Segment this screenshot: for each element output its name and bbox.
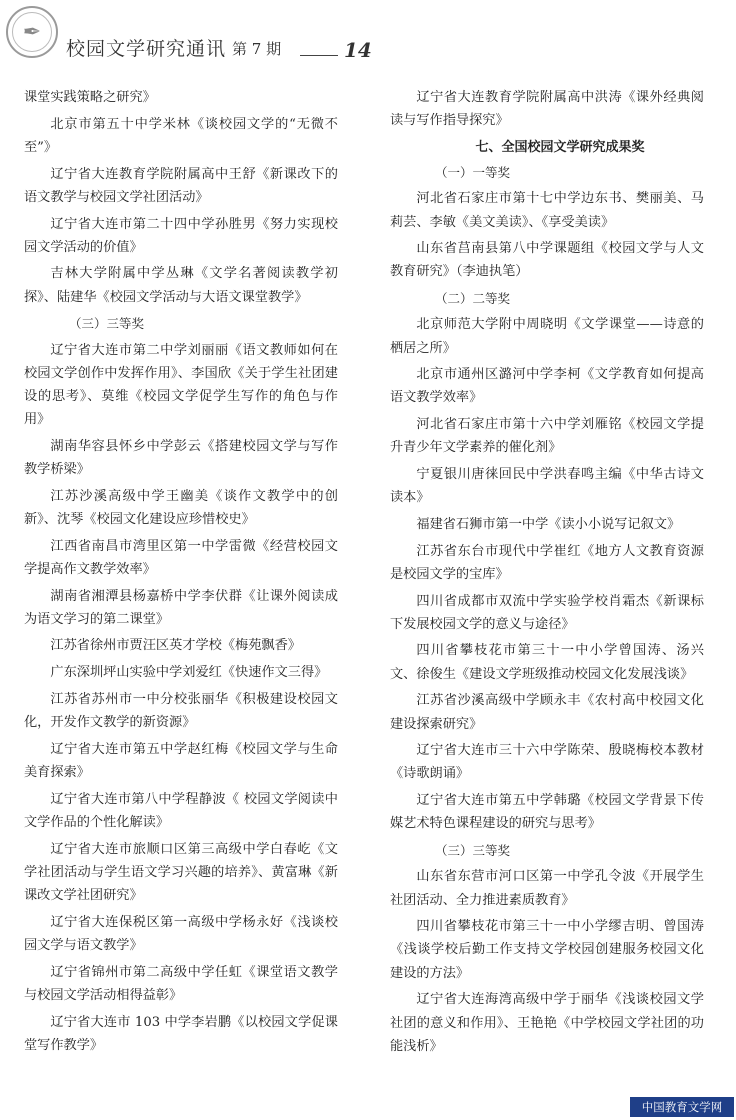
award-entry: 北京市通州区潞河中学李柯《文学教育如何提高语文教学效率》 xyxy=(390,367,704,406)
award-entry: 辽宁省大连市第二十四中学孙胜男《努力实现校园文学活动的价值》 xyxy=(24,216,338,255)
site-watermark: 中国教育文学网 xyxy=(630,1097,734,1117)
award-entry: 河北省石家庄市第十七中学边东书、樊丽美、马莉芸、李敏《美文美读》、《享受美读》 xyxy=(390,191,704,230)
award-entry: 四川省成都市双流中学实验学校肖霜杰《新课标下发展校园文学的意义与途径》 xyxy=(390,593,704,632)
right-column xyxy=(390,86,704,1061)
award-entry: 江苏省沙溪高级中学顾永丰《农村高中校园文化建设探索研究》 xyxy=(390,693,704,732)
award-entry: 河北省石家庄市第十六中学刘雁铭《校园文学提升青少年文学素养的催化剂》 xyxy=(390,417,704,456)
award-entry: 湖南省湘潭县杨嘉桥中学李伏群《让课外阅读成为语文学习的第二课堂》 xyxy=(24,588,338,627)
award-entry: 辽宁省大连市 103 中学李岩鹏《以校园文学促课堂写作教学》 xyxy=(24,1014,338,1053)
section-heading: 七、全国校园文学研究成果奖 xyxy=(475,139,645,155)
award-entry: 江苏省苏州市一中分校张丽华《积极建设校园文化，开发作文教学的新资源》 xyxy=(24,691,338,731)
award-tier-heading: （二）二等奖 xyxy=(435,291,511,307)
award-entry: 课堂实践策略之研究》 xyxy=(24,90,156,105)
left-column xyxy=(24,86,338,1060)
award-entry: 宁夏银川唐徕回民中学洪春鸣主编《中华古诗文读本》 xyxy=(390,467,704,506)
issue-number: 第 7 期 xyxy=(232,40,282,58)
award-entry: 福建省石狮市第一中学《读小小说写记叙文》 xyxy=(416,516,681,532)
award-entry: 吉林大学附属中学丛琳《文学名著阅读教学初探》、陆建华《校园文学活动与大语文课堂教学》 xyxy=(24,266,338,305)
award-entry: 湖南华容县怀乡中学彭云《搭建校园文学与写作教学桥梁》 xyxy=(24,438,338,478)
award-entry: 山东省东营市河口区第一中学孔令波《开展学生社团活动、全力推进素质教育》 xyxy=(390,869,704,908)
award-entry: 江西省南昌市湾里区第一中学雷微《经营校园文学提高作文教学效率》 xyxy=(24,538,338,577)
award-entry: 辽宁省大连市三十六中学陈荣、殷晓梅校本教材《诗歌朗诵》 xyxy=(390,743,704,782)
award-entry: 山东省莒南县第八中学课题组《校园文学与人文教育研究》（李迪执笔） xyxy=(390,241,704,280)
award-entry: 江苏省东台市现代中学崔红《地方人文教育资源是校园文学的宝库》 xyxy=(390,543,704,582)
award-entry: 辽宁省大连教育学院附属高中王舒《新课改下的语文教学与校园文学社团活动》 xyxy=(24,166,338,205)
award-tier-heading: （一）一等奖 xyxy=(435,165,511,181)
page-number: 14 xyxy=(344,38,372,62)
award-entry: 四川省攀枝花市第三十一中小学缪吉明、曾国涛《浅谈学校后勤工作支持文学校园创建服务校园文化建设的方法》 xyxy=(390,919,704,981)
award-entry: 辽宁省大连教育学院附属高中洪涛《课外经典阅读与写作指导探究》 xyxy=(390,90,704,129)
award-entry: 辽宁省大连市第五中学赵红梅《校园文学与生命美育探索》 xyxy=(24,741,338,780)
publication-title: 校园文学研究通讯 xyxy=(66,38,227,60)
award-entry: 辽宁省大连市第五中学韩璐《校园文学背景下传媒艺术特色课程建设的研究与思考》 xyxy=(390,793,704,832)
award-tier-heading: （三）三等奖 xyxy=(69,316,145,332)
quill-icon: ✒ xyxy=(12,12,52,52)
award-tier-heading: （三）三等奖 xyxy=(435,843,511,859)
header-divider xyxy=(300,55,338,56)
award-entry: 辽宁省大连市第二中学刘丽丽《语文教师如何在校园文学创作中发挥作用》、李国欣《关于学生社团建设的思考》、莫维《校园文学促学生写作的角色与作用》 xyxy=(24,342,338,428)
award-entry: 辽宁省锦州市第二高级中学任虹《课堂语文教学与校园文学活动相得益彰》 xyxy=(24,964,338,1003)
award-entry: 辽宁省大连市第八中学程静波《 校园文学阅读中文学作品的个性化解读》 xyxy=(24,791,338,830)
award-entry: 辽宁省大连市旅顺口区第三高级中学白春屹《文学社团活动与学生语文学习兴趣的培养》、黄富琳《新课改文学社团研究》 xyxy=(24,841,338,903)
page-header xyxy=(0,0,736,80)
award-entry: 北京师范大学附中周晓明《文学课堂——诗意的栖居之所》 xyxy=(390,317,704,356)
award-entry: 北京市第五十中学米林《谈校园文学的“无微不至”》 xyxy=(24,116,338,155)
award-entry: 江苏沙溪高级中学王幽美《谈作文教学中的创新》、沈琴《校园文化建设应珍惜校史》 xyxy=(24,488,338,527)
publication-logo-icon xyxy=(6,6,58,58)
award-entry: 广东深圳坪山实验中学刘爱红《快速作文三得》 xyxy=(50,665,328,681)
award-entry: 江苏省徐州市贾汪区英才学校《梅苑飘香》 xyxy=(50,638,301,654)
award-entry: 辽宁省大连海湾高级中学于丽华《浅谈校园文学社团的意义和作用》、王艳艳《中学校园文学社团的功能浅析》 xyxy=(390,992,704,1054)
award-entry: 四川省攀枝花市第三十一中小学曾国涛、汤兴文、徐俊生《建设文学班级推动校园文化发展浅谈》 xyxy=(390,643,704,682)
award-entry: 辽宁省大连保税区第一高级中学杨永好《浅谈校园文学与语文教学》 xyxy=(24,914,338,953)
